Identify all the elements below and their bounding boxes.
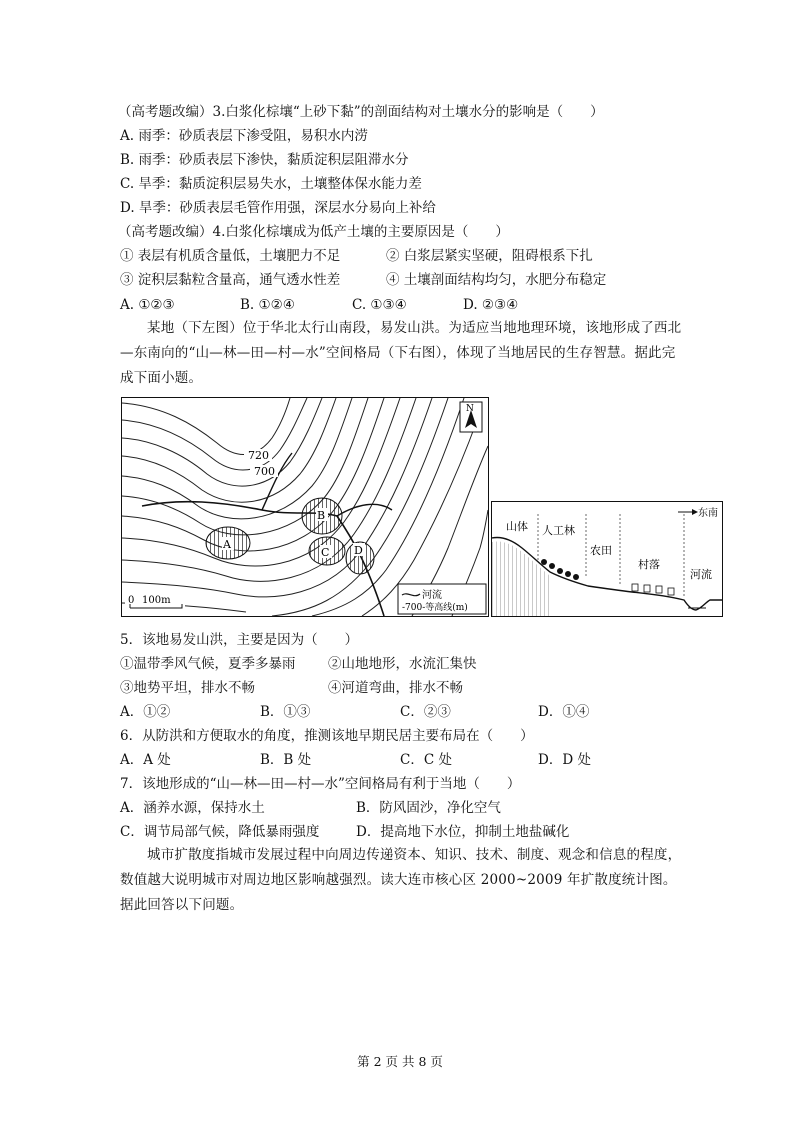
q4-option-a[interactable]: A. ①②③ [120, 297, 175, 313]
legend-contour: -700-等高线(m) [402, 603, 468, 613]
profile-label-mountain: 山体 [506, 520, 528, 533]
q7-option-a[interactable]: A．涵养水源，保持水土 [120, 800, 265, 816]
profile-label-forest: 人工林 [542, 524, 575, 537]
q4-option-c[interactable]: C. ①③④ [352, 297, 407, 313]
contour-map-drawing [122, 398, 488, 616]
q5-option-d[interactable]: D．①④ [538, 704, 590, 720]
q4-option-b[interactable]: B. ①②④ [240, 297, 295, 313]
area-label-a: A [223, 538, 231, 551]
north-label: N [466, 404, 474, 414]
q3-option-a[interactable]: A. 雨季：砂质表层下渗受阻，易积水内涝 [120, 128, 368, 144]
profile-label-river: 河流 [690, 568, 712, 581]
q4-item-2: ② 白浆层紧实坚硬，阻碍根系下扎 [386, 248, 593, 264]
q6-option-b[interactable]: B．B 处 [260, 752, 312, 768]
legend-river: 河流 [422, 590, 442, 601]
profile-diagram [491, 501, 723, 617]
profile-label-village: 村落 [638, 558, 660, 571]
area-label-b: B [317, 509, 326, 522]
q4-item-4: ④ 土壤剖面结构均匀，水肥分布稳定 [386, 272, 607, 288]
q4-item-3: ③ 淀积层黏粒含量高，通气透水性差 [120, 272, 341, 288]
q3-option-b[interactable]: B. 雨季：砂质表层下渗快，黏质淀积层阻滞水分 [120, 152, 409, 168]
q7-option-c[interactable]: C．调节局部气候，降低暴雨强度 [120, 824, 320, 840]
contour-label-720: 720 [248, 449, 269, 462]
scale-value: 100m [142, 595, 171, 606]
q6-option-c[interactable]: C．C 处 [400, 752, 452, 768]
profile-label-farmland: 农田 [590, 544, 612, 557]
q4-item-1: ① 表层有机质含量低，土壤肥力不足 [120, 248, 341, 264]
q7-stem: 7．该地形成的“山—林—田—村—水”空间格局有利于当地（ ） [120, 776, 521, 792]
passage-mountain-flood: 某地（下左图）位于华北太行山南段，易发山洪。为适应当地地理环境，该地形成了西北—东南向的“山—林—田—村—水”空间格局（下右图），体现了当地居民的生存智慧。据此完成下面小题。 [120, 320, 682, 386]
q5-option-a[interactable]: A．①② [120, 704, 171, 720]
q5-item-1: ①温带季风气候，夏季多暴雨 [120, 656, 296, 672]
q3-option-d[interactable]: D. 旱季：砂质表层毛管作用强，深层水分易向上补给 [120, 200, 436, 216]
area-label-d: D [354, 544, 363, 557]
q5-option-b[interactable]: B．①③ [260, 704, 311, 720]
q7-option-b[interactable]: B．防风固沙，净化空气 [356, 800, 501, 816]
direction-label: 东南 [698, 508, 718, 519]
passage-urban-diffusion: 城市扩散度指城市发展过程中向周边传递资本、知识、技术、制度、观念和信息的程度，数值越大说明城市对周边地区影响越强烈。读大连市核心区 2000~2009 年扩散度统计图。据此回答以下问题。 [120, 847, 682, 913]
q5-stem: 5．该地易发山洪，主要是因为（ ） [120, 632, 359, 648]
profile-drawing [492, 502, 722, 616]
area-label-c: C [321, 546, 330, 559]
q5-item-2: ②山地地形，水流汇集快 [328, 656, 477, 672]
q6-option-d[interactable]: D．D 处 [538, 752, 591, 768]
q6-stem: 6．从防洪和方便取水的角度，推测该地早期民居主要布局在（ ） [120, 728, 534, 744]
page-number: 第 2 页 共 8 页 [357, 1054, 443, 1069]
q4-option-d[interactable]: D. ②③④ [463, 297, 519, 313]
q7-option-d[interactable]: D．提高地下水位，抑制土地盐碱化 [356, 824, 570, 840]
q5-option-c[interactable]: C．②③ [400, 704, 451, 720]
contour-map [121, 397, 489, 617]
q5-item-3: ③地势平坦，排水不畅 [120, 680, 255, 696]
north-arrow-icon [460, 402, 482, 432]
contour-label-700: 700 [254, 465, 275, 478]
q3-option-c[interactable]: C. 旱季：黏质淀积层易失水，土壤整体保水能力差 [120, 176, 422, 192]
q5-item-4: ④河道弯曲，排水不畅 [328, 680, 463, 696]
scale-zero: 0 [128, 595, 135, 606]
q4-stem: （高考题改编）4.白浆化棕壤成为低产土壤的主要原因是（ ） [118, 224, 509, 240]
q6-option-a[interactable]: A．A 处 [120, 752, 171, 768]
q3-stem: （高考题改编）3.白浆化棕壤“上砂下黏”的剖面结构对土壤水分的影响是（ ） [118, 104, 604, 120]
